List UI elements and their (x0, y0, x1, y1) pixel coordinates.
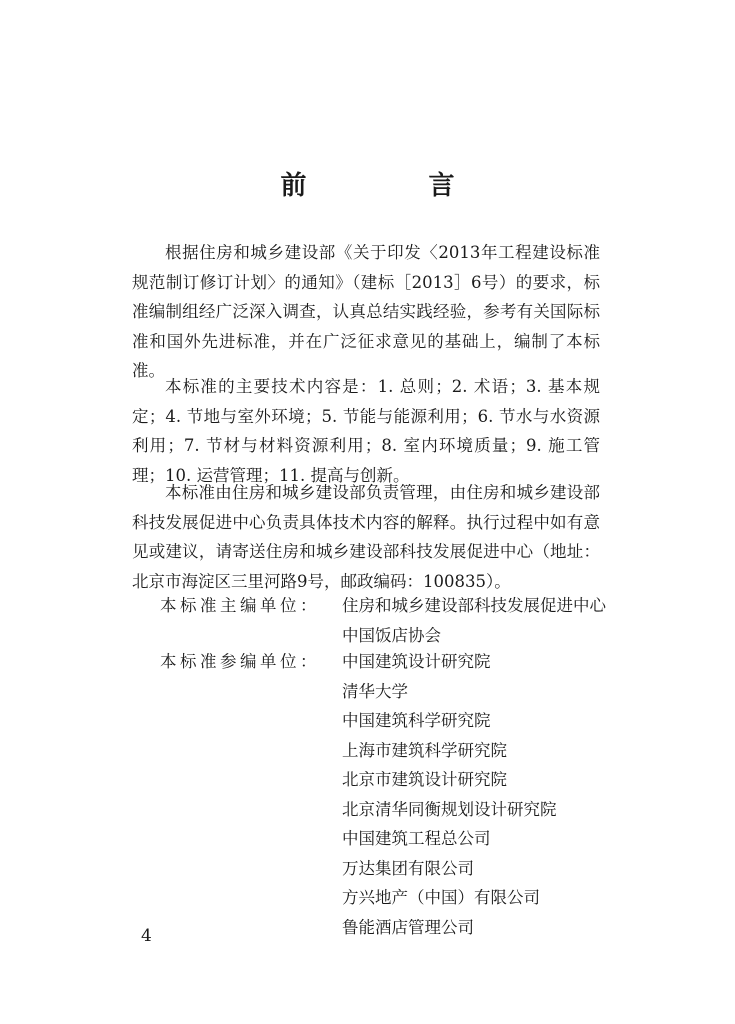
paragraph-management: 本标准由住房和城乡建设部负责管理，由住房和城乡建设部科技发展促进中心负责具体技术内容的解释。执行过程中如有意见或建议，请寄送住房和城乡建设部科技发展促进中心（地址：北京市海淀区三里河路9号，邮政编码：100835）。 (132, 483, 600, 591)
paragraph-background: 根据住房和城乡建设部《关于印发〈2013年工程建设标准规范制订修订计划〉的通知》（建标［2013］6号）的要求，标准编制组经广泛深入调查，认真总结实践经验，参考有关国际标准和国外先进标准，并在广泛征求意见的基础上，编制了本标准。 (132, 243, 600, 380)
participating-units-list (342, 647, 600, 942)
participating-unit-item: 中国建筑工程总公司 (342, 829, 491, 848)
page-number: 4 (141, 926, 152, 946)
participating-unit-item: 上海市建筑科学研究院 (342, 740, 507, 760)
participating-unit-item: 清华大学 (342, 681, 408, 701)
participating-units-block (160, 647, 600, 942)
participating-unit-item: 方兴地产（中国）有限公司 (342, 888, 540, 907)
chief-units-label: 本标准主编单位： (160, 596, 320, 615)
participating-unit-item: 北京市建筑设计研究院 (342, 770, 507, 789)
participating-units-label: 本标准参编单位： (160, 652, 320, 671)
chief-units-block (160, 591, 606, 650)
participating-unit-item: 中国建筑科学研究院 (342, 711, 491, 730)
chief-unit-item: 中国饭店协会 (342, 625, 441, 645)
participating-unit-item: 鲁能酒店管理公司 (342, 917, 474, 937)
participating-unit-item: 中国建筑设计研究院 (342, 652, 491, 671)
paragraph-main-contents: 本标准的主要技术内容是：1. 总则；2. 术语；3. 基本规定；4. 节地与室外环境；5. 节能与能源利用；6. 节水与水资源利用；7. 节材与材料资源利用；8. 室内环境质量；9. 施工管理；10. 运营管理；11. 提高与创新。 (132, 377, 600, 485)
chief-unit-item: 住房和城乡建设部科技发展促进中心 (342, 596, 606, 615)
participating-unit-item: 北京清华同衡规划设计研究院 (342, 799, 557, 819)
chief-units-list (342, 591, 606, 650)
participating-unit-item: 万达集团有限公司 (342, 858, 474, 878)
page-title: 前 言 (280, 171, 503, 201)
